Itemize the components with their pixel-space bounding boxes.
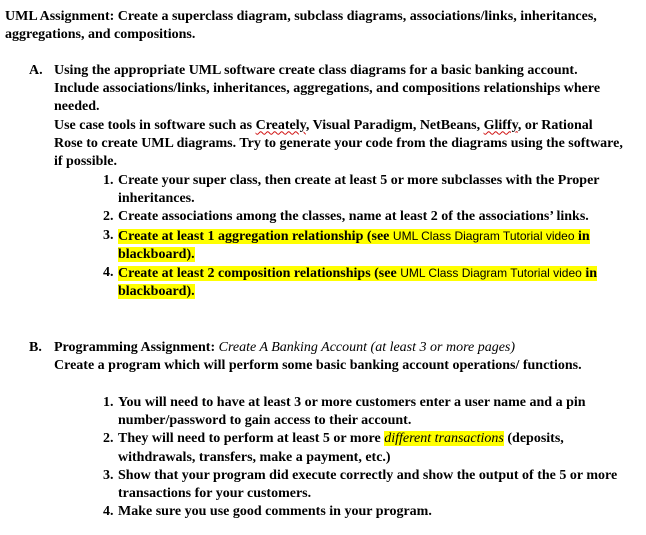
item-number: 4. <box>103 504 114 520</box>
item-text: Make sure you use good comments in your program. <box>118 504 432 520</box>
item-text: They will need to perform at least 5 or more <box>118 431 385 447</box>
section-b-paragraph-1: Create a program which will perform some basic banking account operations/ functions. <box>54 358 582 374</box>
list-item <box>103 172 631 208</box>
item-text-tail: in blackboard). <box>118 266 597 300</box>
p2-end: , or Rational Rose to create UML diagrams. Try to generate your code from the diagrams using the software, if possible. <box>54 117 623 170</box>
item-number: 3. <box>103 227 114 243</box>
heading-text: Programming Assignment: <box>54 340 219 355</box>
list-item <box>103 264 631 301</box>
assignment-intro: UML Assignment: Create a superclass diagram, subclass diagrams, associations/links, inheritances, aggregations, and compositions. <box>5 9 597 43</box>
list-item <box>103 394 631 430</box>
item-text: Create at least 2 composition relationships (see <box>118 266 401 282</box>
tool-gliffy: Gliffy <box>483 117 518 133</box>
list-item <box>103 430 631 466</box>
tutorial-video-reference: UML Class Diagram Tutorial video <box>392 228 575 243</box>
item-number: 2. <box>103 209 114 225</box>
section-a-list <box>103 172 631 301</box>
highlighted-text <box>118 266 597 299</box>
item-number: 2. <box>103 431 114 447</box>
section-a-paragraph-1: Using the appropriate UML software create class diagrams for a basic banking account. Include associations/links, inheritances, aggregations, and compositions relationships where needed. <box>54 63 601 115</box>
highlighted-text: different transactions <box>384 431 504 447</box>
highlighted-text <box>118 229 590 262</box>
tutorial-video-reference: UML Class Diagram Tutorial video <box>400 266 582 281</box>
item-number: 4. <box>103 265 114 281</box>
item-text: Show that your program did execute correctly and show the output of the 5 or more transactions for your customers. <box>118 467 618 502</box>
item-text: Create associations among the classes, name at least 2 of the associations’ links. <box>118 209 589 225</box>
p2-start: Use case tools in software such as <box>54 117 256 133</box>
p2-mid: , Visual Paradigm, NetBeans, <box>305 117 484 133</box>
item-text: Create at least 1 aggregation relationship (see <box>118 228 393 244</box>
list-item <box>103 227 631 264</box>
section-a-body <box>54 62 624 171</box>
item-number: 1. <box>103 173 114 188</box>
item-text: Create your super class, then create at least 5 or more subclasses with the Proper inheritances. <box>118 173 600 207</box>
section-b-list <box>103 394 631 521</box>
section-b-heading <box>54 339 624 357</box>
item-text-tail: (deposits, withdrawals, transfers, make a payment, etc.) <box>118 431 564 465</box>
section-a-paragraph-2 <box>54 117 624 172</box>
tool-creately: Creately <box>255 117 306 133</box>
list-item <box>103 208 631 226</box>
item-number: 1. <box>103 395 114 410</box>
item-text-tail: in blackboard). <box>118 228 590 262</box>
list-item <box>103 467 631 503</box>
section-b-body <box>54 339 624 375</box>
section-b-letter: B. <box>29 340 42 355</box>
list-item <box>103 503 631 521</box>
section-a-letter: A. <box>29 63 43 78</box>
heading-italic: Create A Banking Account (at least 3 or more pages) <box>218 340 516 355</box>
item-text: You will need to have at least 3 or more customers enter a user name and a pin number/password to gain access to their account. <box>118 395 586 429</box>
item-number: 3. <box>103 467 114 483</box>
